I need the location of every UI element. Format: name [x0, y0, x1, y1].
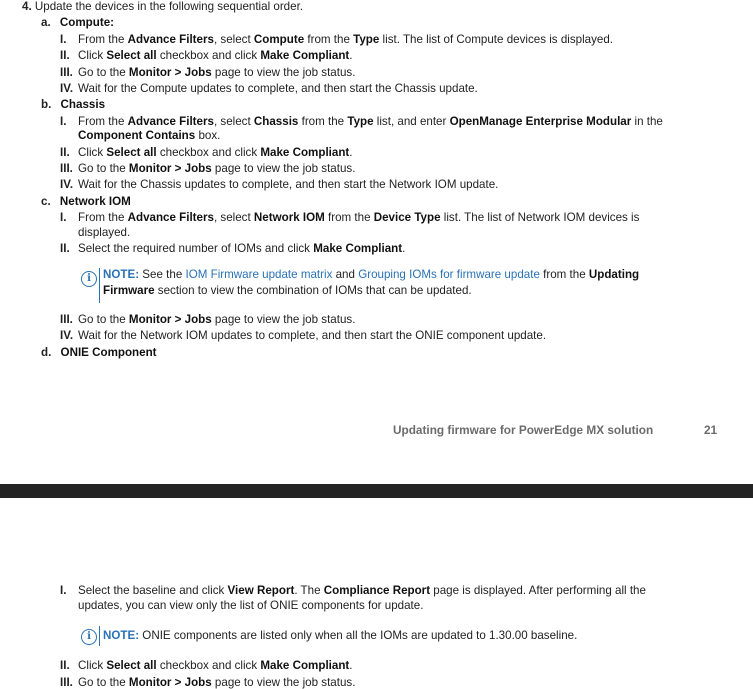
ui-term: Firmware [103, 284, 155, 297]
text: See the [139, 268, 186, 281]
substep-letter: c. [41, 195, 51, 208]
text: section to view the combination of IOMs that can be updated. [154, 284, 472, 297]
substep-compute-heading [41, 16, 114, 29]
page-break-divider [0, 484, 753, 498]
ui-term: Monitor > Jobs [128, 162, 212, 175]
text: and [332, 268, 359, 281]
ui-term: Make Compliant [260, 146, 350, 159]
substep-chassis-heading [41, 98, 105, 111]
ui-term: Compliance Report [323, 584, 431, 597]
link-grouping-ioms[interactable]: Grouping IOMs for firmware update [358, 268, 540, 281]
item-number: III. [60, 66, 73, 79]
ui-term: Network IOM [253, 211, 325, 224]
ui-term: Monitor > Jobs [128, 313, 212, 326]
text: page to view the job status. [211, 162, 356, 175]
text: Wait for the Network IOM updates to complete, and then start the ONIE component update. [78, 329, 547, 342]
compute-item-4 [60, 82, 478, 95]
text: Go to the [78, 313, 129, 326]
text: list. The list of Network IOM devices is [440, 211, 640, 224]
item-number: III. [60, 313, 73, 326]
substep-title: Chassis [60, 98, 106, 111]
note-line-1 [103, 626, 577, 642]
ui-term: View Report [227, 584, 295, 597]
network-item-1 [60, 211, 639, 224]
substep-title: Compute: [59, 16, 115, 29]
text: page is displayed. After performing all the [430, 584, 646, 597]
ui-term: Select all [106, 49, 157, 62]
item-number: II. [60, 242, 70, 255]
text: from the [324, 211, 374, 224]
network-item-1-cont [78, 226, 130, 239]
text: From the [78, 211, 128, 224]
substep-title: ONIE Component [60, 346, 157, 359]
text: from the [298, 115, 348, 128]
chassis-item-1-cont [78, 129, 220, 142]
text: From the [78, 115, 128, 128]
item-number: IV. [60, 329, 74, 342]
text: Click [78, 146, 107, 159]
text: . [349, 659, 353, 672]
text: list, and enter [373, 115, 450, 128]
ui-term: Make Compliant [260, 659, 350, 672]
ui-term: Make Compliant [313, 242, 403, 255]
text: list. The list of Compute devices is displayed. [379, 33, 614, 46]
chassis-item-3 [60, 162, 355, 175]
info-circle-icon: i [81, 629, 97, 645]
step-4 [22, 0, 303, 13]
text: displayed. [78, 226, 131, 239]
ui-term: Select all [106, 659, 157, 672]
text: page to view the job status. [211, 676, 356, 689]
text: , select [213, 211, 254, 224]
substep-network-heading [41, 195, 131, 208]
note-callout [99, 626, 577, 646]
ui-term: Type [353, 33, 380, 46]
step-number: 4. [22, 0, 32, 13]
ui-term: Chassis [253, 115, 299, 128]
onie-item-3 [60, 676, 355, 689]
substep-letter: b. [41, 98, 52, 111]
text: Go to the [78, 676, 129, 689]
text: Select the required number of IOMs and click [78, 242, 314, 255]
text: Go to the [78, 66, 129, 79]
text: From the [78, 33, 128, 46]
text: checkbox and click [156, 146, 261, 159]
ui-term: Select all [106, 146, 157, 159]
substep-letter: a. [41, 16, 51, 29]
ui-term: Advance Filters [127, 33, 214, 46]
onie-item-1-cont [78, 599, 423, 612]
item-number: I. [60, 115, 67, 128]
text: Click [78, 659, 107, 672]
ui-term: OpenManage Enterprise Modular [449, 115, 632, 128]
text: . [402, 242, 406, 255]
item-number: IV. [60, 82, 74, 95]
compute-item-2 [60, 49, 353, 62]
item-number: II. [60, 146, 70, 159]
text: Go to the [78, 162, 129, 175]
text: updates, you can view only the list of ONIE components for update. [78, 599, 424, 612]
network-item-4 [60, 329, 546, 342]
ui-term: Device Type [373, 211, 441, 224]
text: ONIE components are listed only when all the IOMs are updated to 1.30.00 baseline. [139, 629, 578, 642]
item-number: III. [60, 162, 73, 175]
text: , select [213, 115, 254, 128]
item-number: I. [60, 584, 67, 597]
ui-term: Make Compliant [260, 49, 350, 62]
note-line-1 [103, 268, 639, 281]
ui-term: Advance Filters [127, 115, 214, 128]
item-number: III. [60, 676, 73, 689]
ui-term: Advance Filters [127, 211, 214, 224]
ui-term: Updating [588, 268, 640, 281]
onie-item-1 [60, 584, 646, 597]
text: Wait for the Chassis updates to complete, and then start the Network IOM update. [78, 178, 499, 191]
note-label: NOTE: [103, 629, 140, 642]
text: checkbox and click [156, 49, 261, 62]
text: from the [539, 268, 589, 281]
step-text: Update the devices in the following sequential order. [34, 0, 304, 13]
text: from the [304, 33, 354, 46]
substep-onie-heading [41, 346, 157, 359]
text: in the [631, 115, 663, 128]
chassis-item-1 [60, 115, 663, 128]
link-iom-firmware-matrix[interactable]: IOM Firmware update matrix [185, 268, 333, 281]
onie-item-2 [60, 659, 353, 672]
item-number: IV. [60, 178, 74, 191]
text: Select the baseline and click [78, 584, 228, 597]
text: . The [294, 584, 324, 597]
network-item-3 [60, 313, 355, 326]
ui-term: Component Contains [78, 129, 196, 142]
item-number: I. [60, 211, 67, 224]
compute-item-1 [60, 33, 613, 46]
text: . [349, 146, 353, 159]
ui-term: Monitor > Jobs [128, 676, 212, 689]
note-label: NOTE: [103, 268, 140, 281]
item-number: II. [60, 49, 70, 62]
text: Click [78, 49, 107, 62]
text: box. [195, 129, 221, 142]
text: Wait for the Compute updates to complete, and then start the Chassis update. [78, 82, 478, 95]
page-number: 21 [704, 423, 718, 437]
text: page to view the job status. [211, 66, 356, 79]
ui-term: Type [347, 115, 374, 128]
text: checkbox and click [156, 659, 261, 672]
page-footer-title: Updating firmware for PowerEdge MX solution [393, 423, 654, 437]
compute-item-3 [60, 66, 355, 79]
item-number: I. [60, 33, 67, 46]
item-number: II. [60, 659, 70, 672]
network-item-2 [60, 242, 405, 255]
text: . [349, 49, 353, 62]
text: page to view the job status. [211, 313, 356, 326]
info-circle-icon: i [81, 271, 97, 287]
ui-term: Monitor > Jobs [128, 66, 212, 79]
substep-letter: d. [41, 346, 52, 359]
chassis-item-2 [60, 146, 353, 159]
note-line-2 [103, 284, 639, 297]
text: , select [213, 33, 254, 46]
note-callout [99, 268, 639, 303]
chassis-item-4 [60, 178, 498, 191]
substep-title: Network IOM [59, 195, 131, 208]
ui-term: Compute [253, 33, 305, 46]
